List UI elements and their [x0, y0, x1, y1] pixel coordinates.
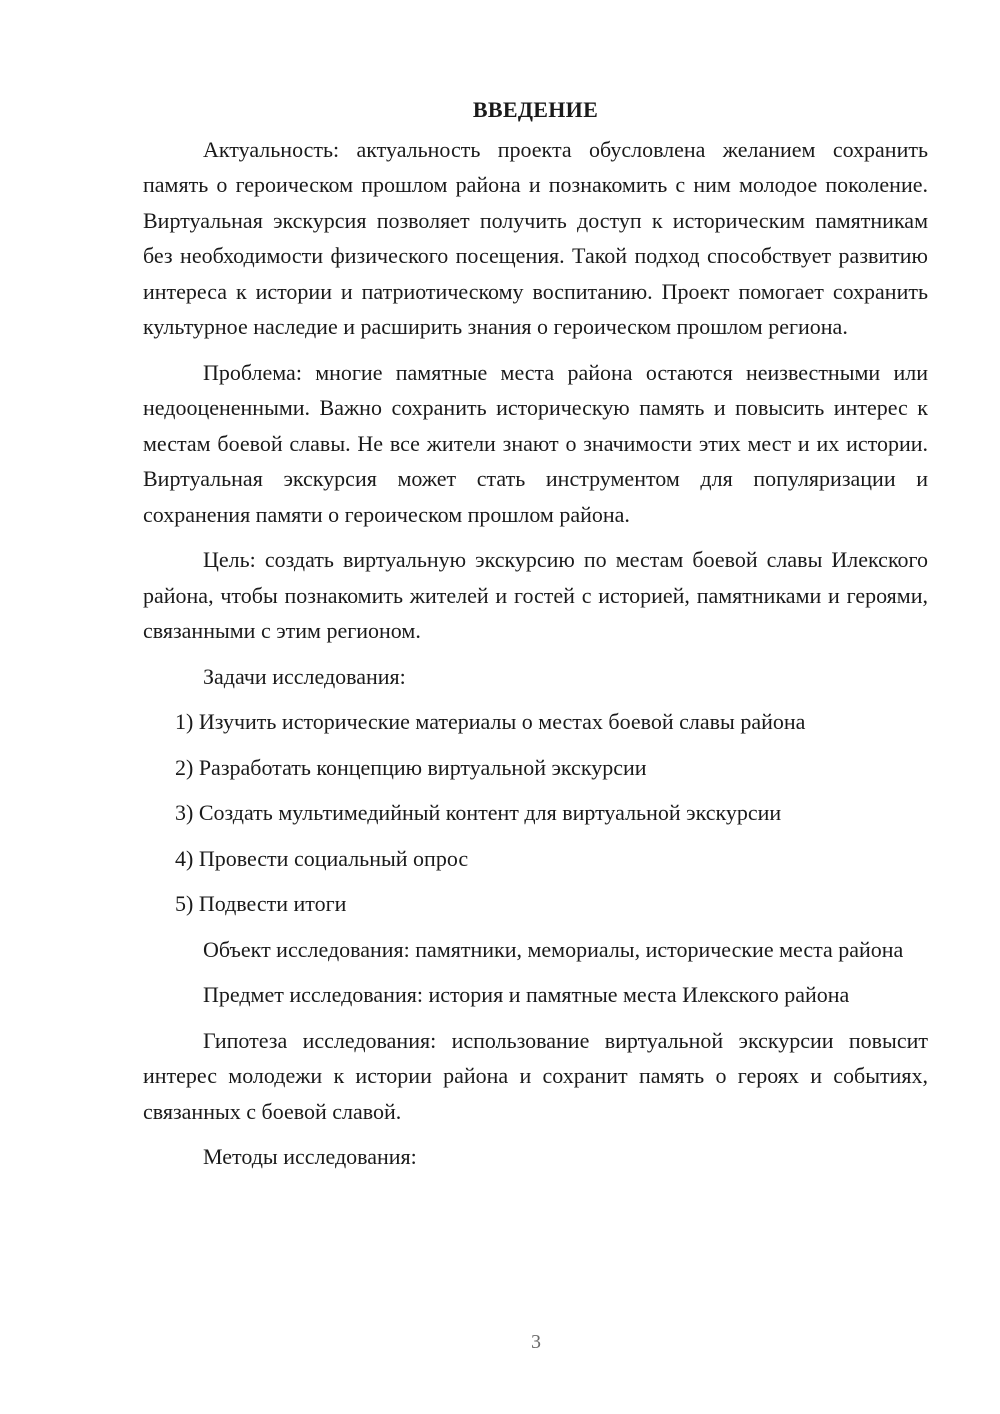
task-item: 3) Создать мультимедийный контент для виртуальной экскурсии	[175, 800, 782, 825]
page-number: 3	[531, 1331, 541, 1353]
object-paragraph: Объект исследования: памятники, мемориалы, исторические места района	[203, 936, 904, 962]
task-item: 2) Разработать концепцию виртуальной экскурсии	[175, 754, 647, 780]
hypothesis-paragraph: Гипотеза исследования: использование виртуальной экскурсии повысит интерес молодежи к истории района и сохранит память о героях и событиях, связанных с боевой славой.	[143, 1027, 928, 1124]
tasks-heading: Задачи исследования:	[203, 663, 406, 689]
task-item: 5) Подвести итоги	[175, 891, 347, 916]
subject-paragraph: Предмет исследования: история и памятные места Илекского района	[203, 982, 850, 1007]
task-item: 4) Провести социальный опрос	[175, 845, 469, 871]
section-heading: ВВЕДЕНИЕ	[472, 97, 599, 122]
document-page	[143, 92, 928, 1175]
problem-paragraph: Проблема: многие памятные места района остаются неизвестными или недооцененными. Важно сохранить историческую память и повысить интерес к местам боевой славы. Не все жители знают о значимости этих мест и их истории. Виртуальная экскурсия может стать инструментом для популяризации и сохранения памяти о героическом прошлом района.	[143, 359, 928, 527]
goal-paragraph: Цель: создать виртуальную экскурсию по местам боевой славы Илекского района, чтобы познакомить жителей и гостей с историей, памятниками и героями, связанными с этим регионом.	[143, 547, 928, 643]
task-item: 1) Изучить исторические материалы о местах боевой славы района	[175, 709, 806, 734]
methods-heading: Методы исследования:	[203, 1144, 417, 1169]
relevance-paragraph: Актуальность: актуальность проекта обусловлена желанием сохранить память о героическом прошлом района и познакомить с ним молодое поколение. Виртуальная экскурсия позволяет получить доступ к историческим памятникам без необходимости физического посещения. Такой подход способствует развитию интереса к истории и патриотическому воспитанию. Проект помогает сохранить культурное наследие и расширить знания о героическом прошлом региона.	[143, 136, 928, 339]
